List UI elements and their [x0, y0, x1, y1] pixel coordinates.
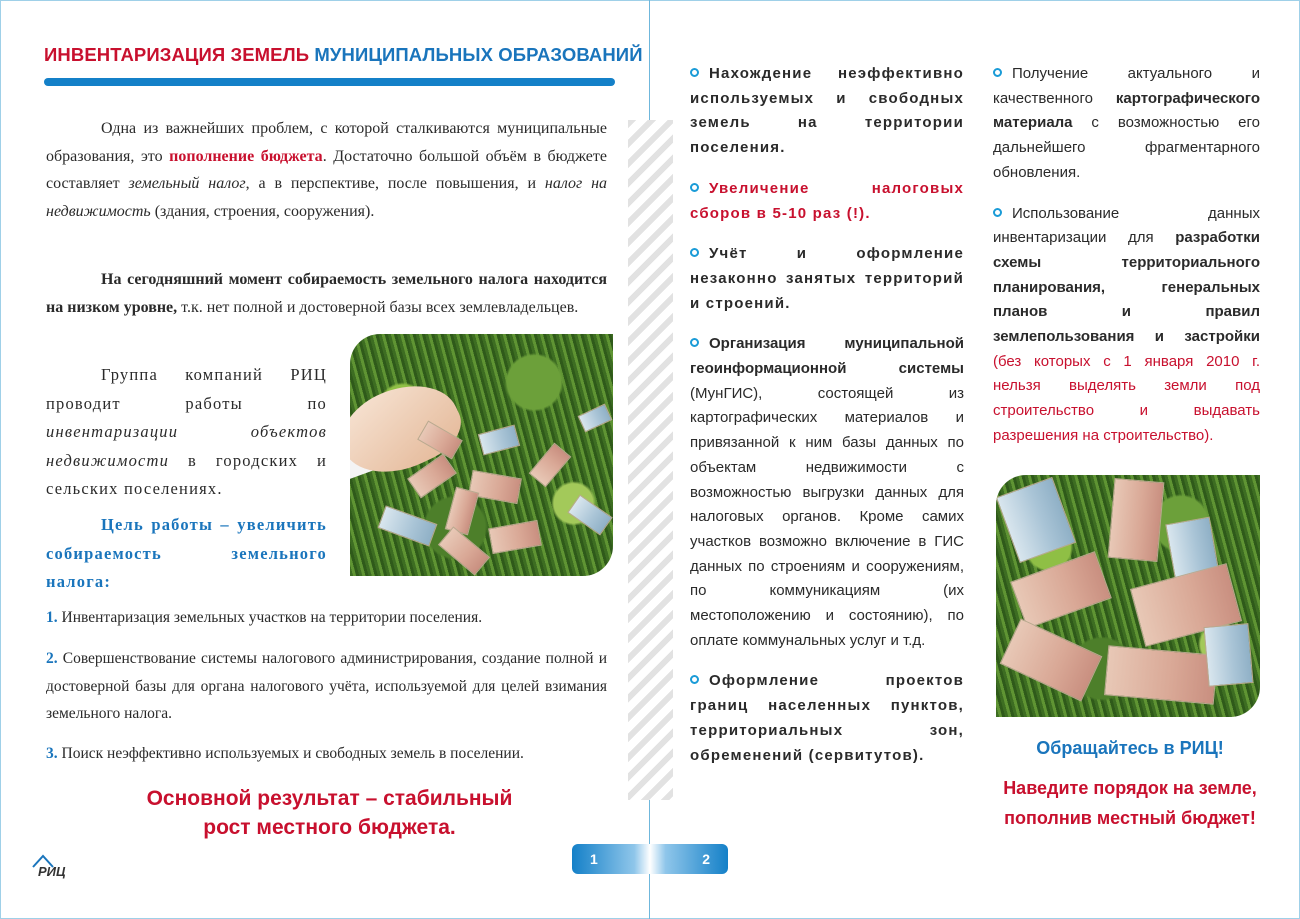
page-number-2: 2: [650, 844, 728, 874]
benefit-item: Увеличение налоговых сборов в 5-10 раз (!).: [690, 179, 964, 222]
contact-slogan: Наведите порядок на земле, пополнив местный бюджет!: [1003, 778, 1257, 828]
page-title: [44, 44, 643, 66]
bullet-icon: [690, 248, 699, 257]
benefit-item: Организация муниципальной геоинформационной системы (МунГИС), состоящей из картографических материалов и привязанной к ним базы данных по объектам недвижимости с возможностью выгрузки данных для налоговых органов. Кроме самих участков возможно включение в ГИС данных по строениям и сооружениям, по коммуникациям (их местоположению и состоянию), по оплате коммунальных услуг и т.д.: [690, 335, 964, 649]
page2-column-1: [690, 62, 964, 784]
title-red-part: ИНВЕНТАРИЗАЦИЯ ЗЕМЕЛЬ: [44, 44, 310, 65]
list-item-3: 3. Поиск неэффективно используемых и свободных земель в поселении.: [46, 745, 524, 762]
bullet-icon: [690, 183, 699, 192]
benefit-item: Оформление проектов границ населенных пунктов, территориальных зон, обременений (сервитутов).: [690, 672, 964, 764]
benefit-item: Учёт и оформление незаконно занятых территорий и строений.: [690, 245, 964, 312]
title-blue-part: МУНИЦИПАЛЬНЫХ ОБРАЗОВАНИЙ: [314, 44, 643, 65]
benefit-item: Нахождение неэффективно используемых и свободных земель на территории поселения.: [690, 65, 964, 157]
bullet-icon: [690, 675, 699, 684]
money-on-grass-photo: [350, 334, 613, 576]
main-result: Основной результат – стабильный рост местного бюджета.: [146, 787, 513, 839]
page-number-1: 1: [572, 844, 650, 874]
page2-column-2: [993, 62, 1260, 465]
goal-heading: Цель работы – увеличить собираемость земельного налога:: [46, 515, 327, 591]
bullet-icon: [993, 68, 1002, 77]
contact-heading: Обращайтесь в РИЦ!: [1036, 738, 1224, 758]
list-item-1: 1. Инвентаризация земельных участков на территории поселения.: [46, 609, 483, 626]
banknotes-photo: [996, 475, 1260, 717]
bullet-icon: [993, 208, 1002, 217]
page-numbers: [572, 844, 728, 874]
list-item-2: 2. Совершенствование системы налогового администрирования, создание полной и достоверной базы для органа налогового учёта, используемой для целей взимания земельного налога.: [46, 650, 607, 722]
decorative-hatch-strip: [628, 120, 673, 800]
ric-logo: РИЦ: [34, 858, 62, 873]
bullet-icon: [690, 68, 699, 77]
budget-highlight: пополнение бюджета: [169, 147, 323, 165]
collection-paragraph: На сегодняшний момент собираемость земельного налога находится на низком уровне, т.к. нет полной и достоверной базы всех землевладельцев.: [46, 271, 607, 316]
benefit-item: Использование данных инвентаризации для разработки схемы территориального планирования, генеральных планов и правил землепользования и застройки (без которых с 1 января 2010 г. нельзя выделять земли под строительство и выдавать разрешения на строительство).: [993, 204, 1260, 444]
benefit-item: Получение актуального и качественного картографического материала с возможностью его дальнейшего фрагментарного обновления.: [993, 65, 1260, 181]
intro-paragraph: Одна из важнейших проблем, с которой сталкиваются муниципальные образования, это пополнение бюджета. Достаточно большой объём в бюджете составляет земельный налог, а в перспективе, после повышения, и налог на недвижимость (здания, строения, сооружения).: [46, 120, 608, 220]
call-to-action: [990, 738, 1270, 833]
title-underline-bar: [44, 78, 615, 86]
bullet-icon: [690, 338, 699, 347]
group-paragraph: Группа компаний РИЦ проводит работы по инвентаризации объектов недвижимости в городских и сельских поселениях.: [46, 365, 327, 498]
